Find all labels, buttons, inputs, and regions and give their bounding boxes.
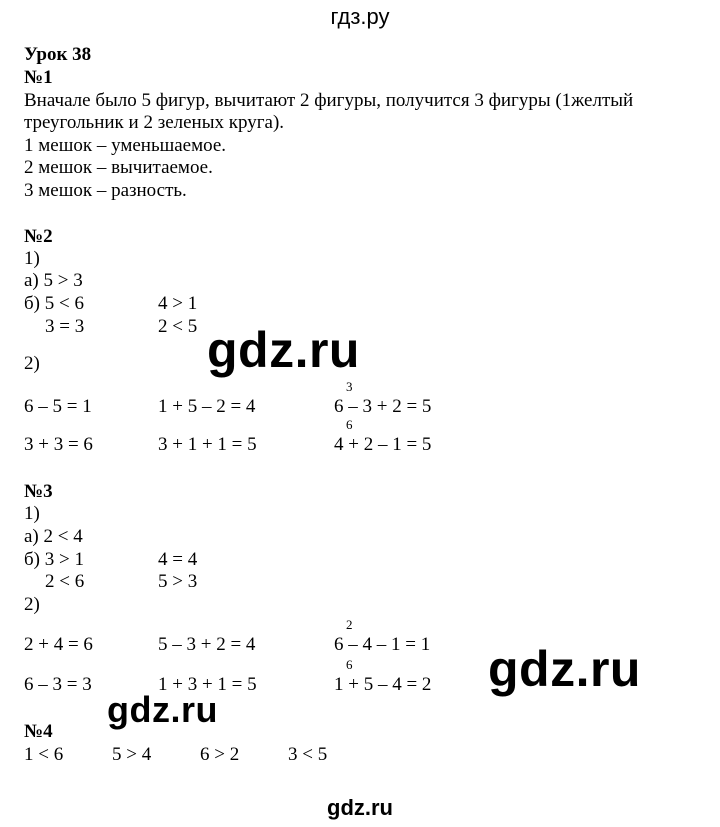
ex4-item: 1 < 6	[24, 744, 64, 765]
ex2-part1: 1)	[24, 248, 40, 269]
ex4-item: 3 < 5	[288, 744, 328, 765]
ex3-part1: 1)	[24, 503, 40, 524]
ex3-equation: 6 – 3 = 3	[24, 674, 92, 695]
watermark: gdz.ru	[488, 641, 641, 697]
ex2-title: №2	[24, 226, 53, 247]
ex2-answer: а) 5 > 3	[24, 270, 83, 291]
ex4-title: №4	[24, 721, 53, 742]
ex2-equation: 4 + 2 – 1 = 5	[334, 434, 432, 455]
ex1-line: 1 мешок – уменьшаемое.	[24, 135, 227, 156]
ex2-part2: 2)	[24, 353, 40, 374]
ex4-item: 5 > 4	[112, 744, 152, 765]
watermark: gdz.ru	[207, 322, 360, 378]
ex2-answer: б) 5 < 6	[24, 293, 84, 314]
ex3-answer: 4 = 4	[158, 549, 198, 570]
ex2-equation: 6 – 3 + 2 = 5	[334, 396, 432, 417]
ex4-item: 6 > 2	[200, 744, 240, 765]
ex2-equation: 6 – 5 = 1	[24, 396, 92, 417]
ex2-answer: 3 = 3	[45, 316, 85, 337]
ex3-equation: 6 – 4 – 1 = 1	[334, 634, 431, 655]
ex3-answer: 2 < 6	[45, 571, 85, 592]
ex3-equation: 5 – 3 + 2 = 4	[158, 634, 256, 655]
ex2-hint-number: 3	[346, 379, 353, 394]
site-footer: gdz.ru	[327, 795, 393, 820]
ex2-equation: 1 + 5 – 2 = 4	[158, 396, 256, 417]
site-header: гдз.ру	[330, 4, 390, 29]
ex2-answer: 4 > 1	[158, 293, 198, 314]
watermark: gdz.ru	[107, 689, 218, 730]
ex3-answer: б) 3 > 1	[24, 549, 84, 570]
ex3-equation: 1 + 5 – 4 = 2	[334, 674, 432, 695]
ex3-equation: 1 + 3 + 1 = 5	[158, 674, 257, 695]
ex1-line: треугольник и 2 зеленых круга).	[24, 112, 285, 133]
ex1-title: №1	[24, 67, 53, 88]
ex3-answer: а) 2 < 4	[24, 526, 83, 547]
lesson-title: Урок 38	[24, 44, 92, 65]
ex2-equation: 3 + 3 = 6	[24, 434, 93, 455]
ex2-equation: 3 + 1 + 1 = 5	[158, 434, 257, 455]
ex1-line: Вначале было 5 фигур, вычитают 2 фигуры, получится 3 фигуры (1желтый	[24, 90, 634, 111]
ex1-line: 2 мешок – вычитаемое.	[24, 157, 213, 178]
ex3-answer: 5 > 3	[158, 571, 198, 592]
ex1-line: 3 мешок – разность.	[24, 180, 187, 201]
ex3-hint-number: 2	[346, 617, 353, 632]
ex3-equation: 2 + 4 = 6	[24, 634, 93, 655]
ex2-answer: 2 < 5	[158, 316, 198, 337]
ex3-title: №3	[24, 481, 53, 502]
ex3-part2: 2)	[24, 594, 40, 615]
ex3-hint-number: 6	[346, 657, 353, 672]
ex2-hint-number: 6	[346, 417, 353, 432]
